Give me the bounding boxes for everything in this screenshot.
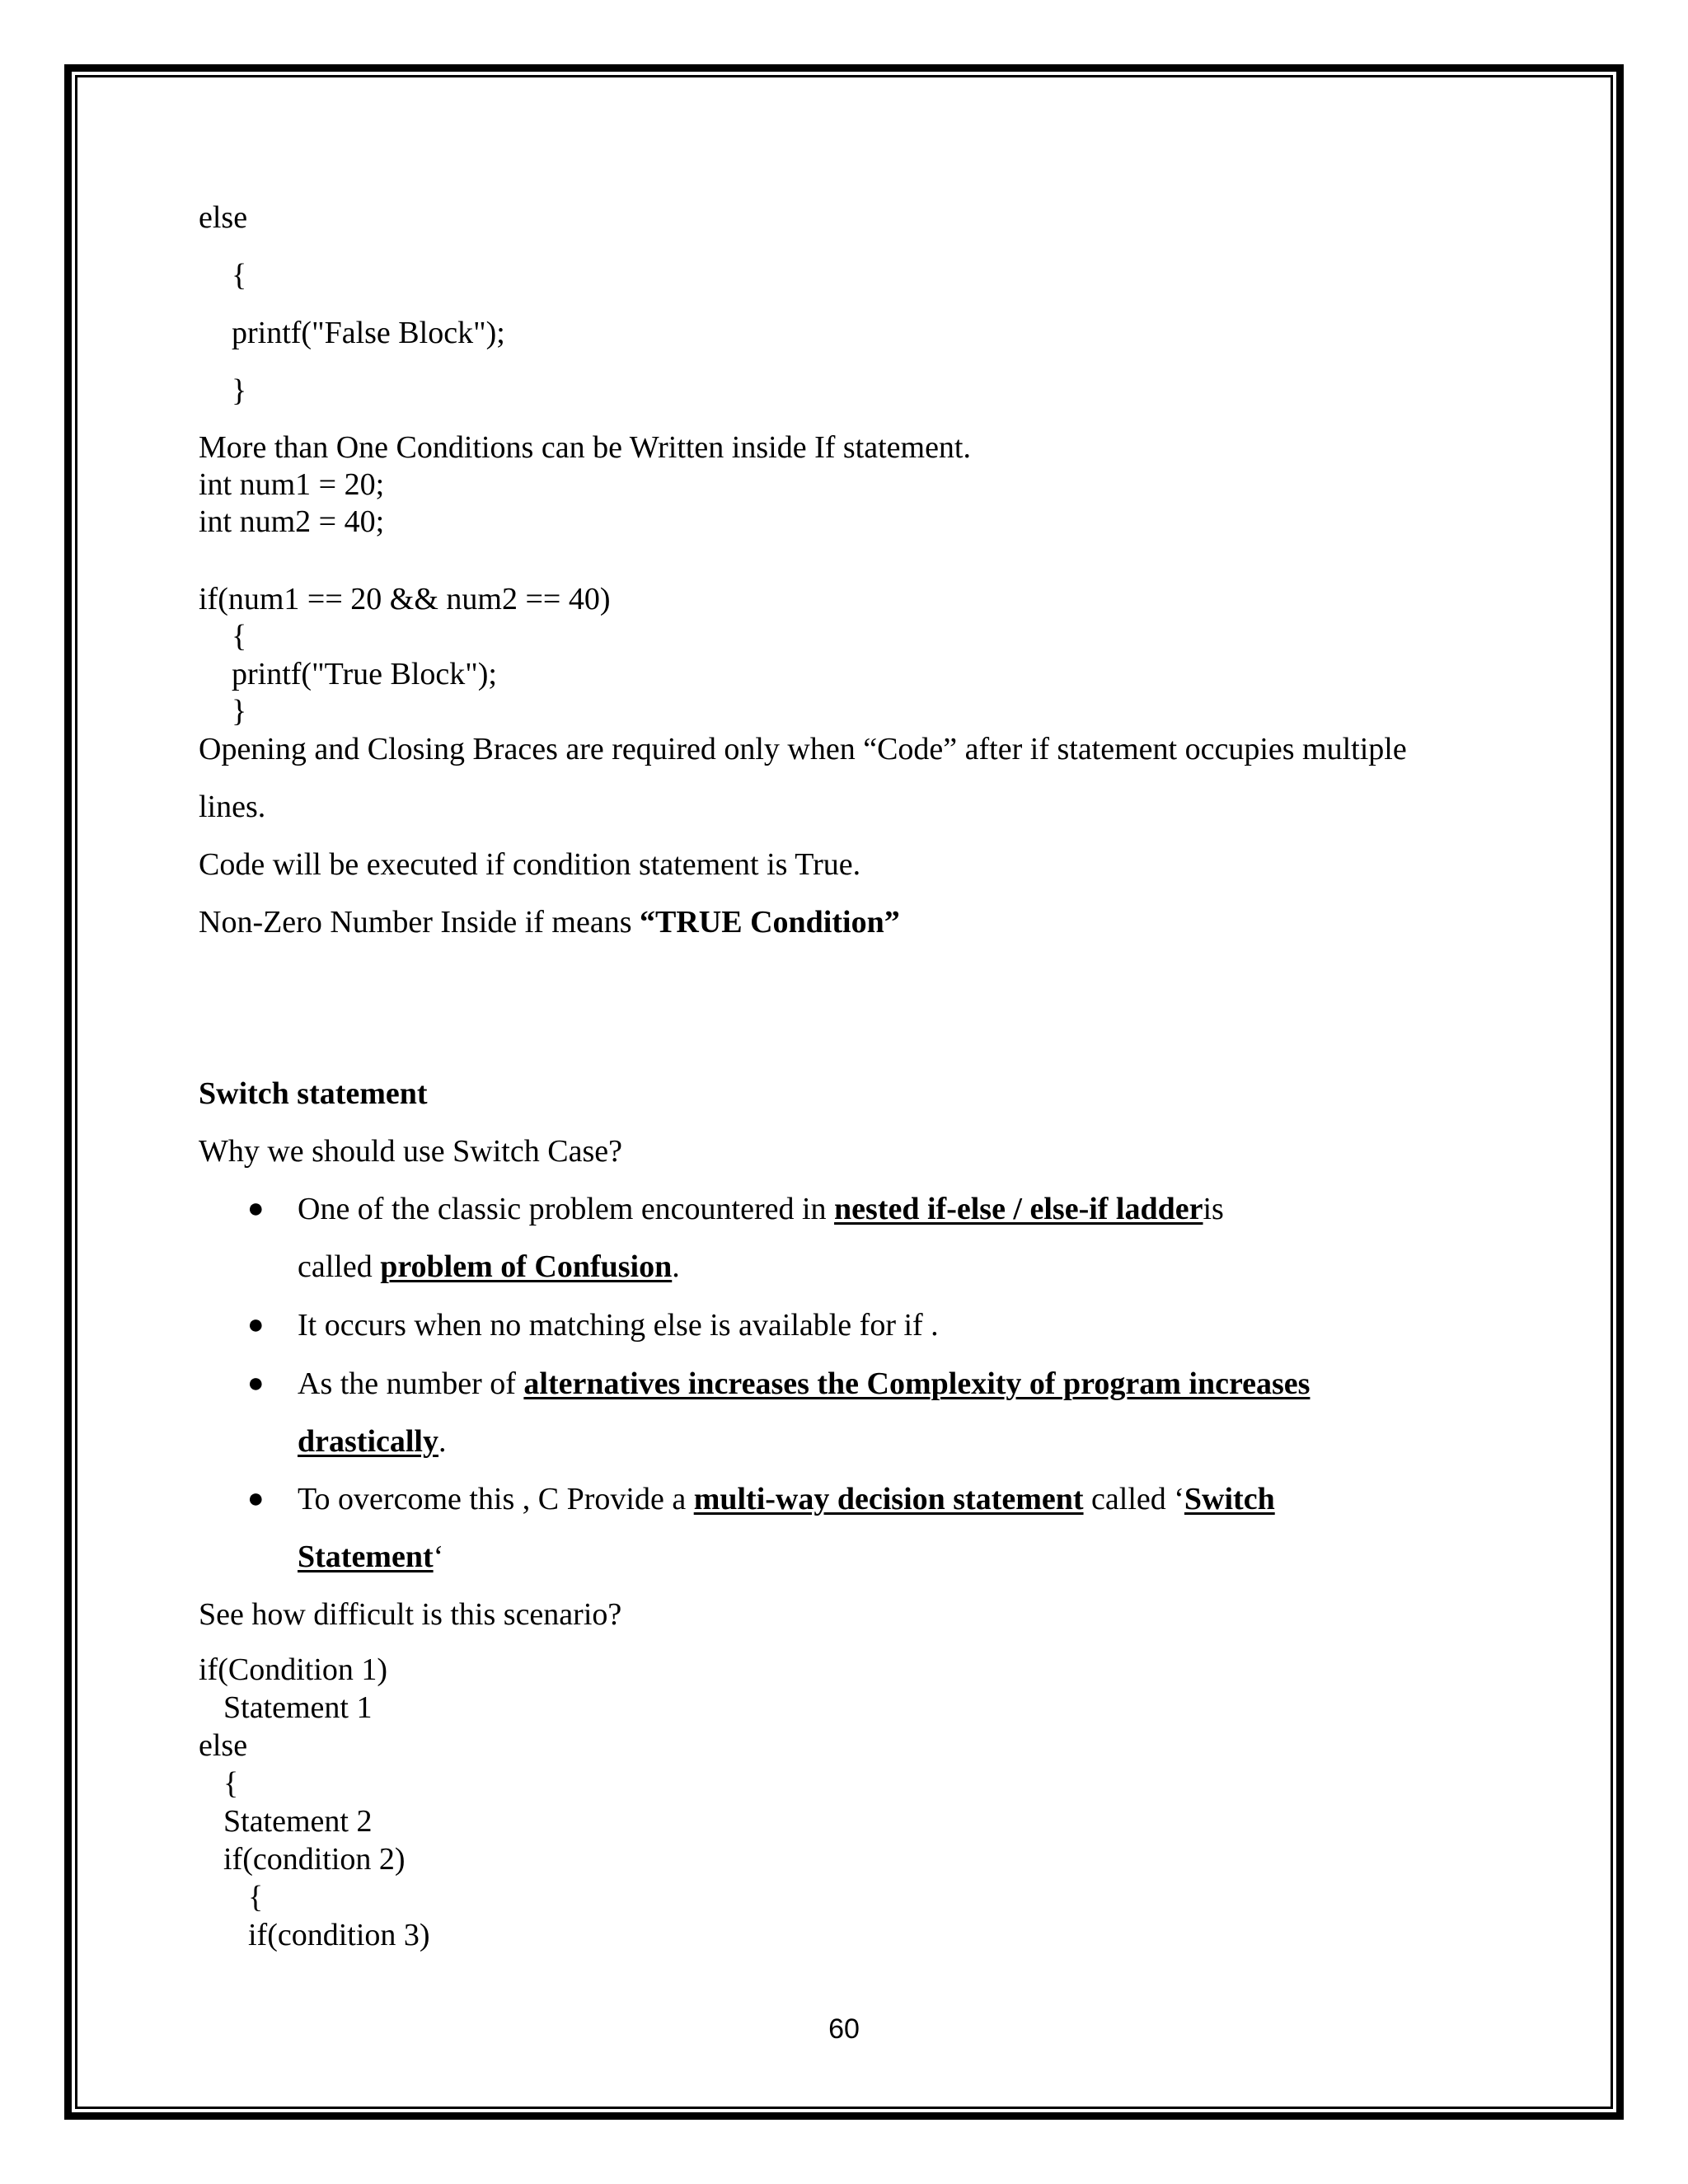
bullet-emphasis: problem of Confusion <box>380 1249 673 1284</box>
code-line: { <box>223 1766 239 1801</box>
page-number: 60 <box>828 2013 860 2045</box>
code-line: } <box>232 373 247 408</box>
bullet-item-2: It occurs when no matching else is available for if . <box>298 1308 939 1343</box>
bullet-item-3 <box>298 1366 1310 1402</box>
bullet-emphasis: drastically <box>298 1424 438 1459</box>
paragraph-conditions: More than One Conditions can be Written inside If statement. <box>199 430 971 465</box>
bullet-item-1 <box>298 1191 1224 1227</box>
bullet-text: As the number of <box>298 1366 524 1401</box>
paragraph-difficult: See how difficult is this scenario? <box>199 1597 622 1632</box>
bullet-dot: ● <box>247 1483 265 1514</box>
paragraph-question: Why we should use Switch Case? <box>199 1134 622 1169</box>
code-line: if(Condition 1) <box>199 1652 388 1687</box>
code-line: else <box>199 200 248 235</box>
code-line: if(condition 2) <box>223 1842 406 1877</box>
bullet-item-1-cont <box>298 1249 680 1285</box>
code-line: { <box>232 258 247 293</box>
bullet-item-4 <box>298 1481 1275 1517</box>
bullet-dot: ● <box>247 1368 265 1399</box>
bullet-text: called ‘ <box>1083 1482 1184 1516</box>
code-line: Statement 1 <box>223 1690 373 1725</box>
code-line: { <box>232 619 247 654</box>
bullet-emphasis: multi-way decision statement <box>693 1482 1084 1516</box>
nonzero-prefix: Non-Zero Number Inside if means <box>199 905 640 940</box>
bullet-text: ‘ <box>433 1540 444 1574</box>
bullet-item-4-cont <box>298 1539 443 1575</box>
bullet-dot: ● <box>247 1193 265 1224</box>
code-line: Statement 2 <box>223 1804 373 1839</box>
bullet-text: One of the classic problem encountered in <box>298 1192 835 1226</box>
code-line: if(num1 == 20 && num2 == 40) <box>199 582 611 616</box>
code-line: int num2 = 40; <box>199 504 385 539</box>
bullet-emphasis: alternatives increases the Complexity of program increases <box>523 1366 1311 1401</box>
code-line: { <box>248 1880 264 1915</box>
paragraph-nonzero <box>199 904 900 940</box>
section-heading: Switch statement <box>199 1076 428 1111</box>
bullet-emphasis: Statement <box>298 1540 434 1574</box>
code-line: } <box>232 694 247 729</box>
bullet-text: To overcome this , C Provide a <box>298 1482 694 1516</box>
code-line: else <box>199 1728 248 1763</box>
code-line: int num1 = 20; <box>199 467 385 502</box>
bullet-text: . <box>438 1424 447 1459</box>
bullet-text: is <box>1203 1192 1224 1226</box>
bullet-text: called <box>298 1249 381 1284</box>
bullet-item-3-cont <box>298 1423 446 1460</box>
bullet-emphasis: nested if-else / else-if ladder <box>834 1192 1203 1226</box>
bullet-dot: ● <box>247 1310 265 1340</box>
code-line: if(condition 3) <box>248 1918 430 1952</box>
paragraph-braces: Opening and Closing Braces are required only when “Code” after if statement occupies multiple <box>199 732 1407 766</box>
bullet-emphasis: Switch <box>1184 1482 1275 1516</box>
code-line: printf("True Block"); <box>232 657 497 691</box>
bullet-text: . <box>672 1249 680 1284</box>
paragraph-braces-cont: lines. <box>199 790 266 824</box>
nonzero-bold: “TRUE Condition” <box>640 905 900 940</box>
code-line: printf("False Block"); <box>232 316 505 350</box>
paragraph-executed: Code will be executed if condition statement is True. <box>199 847 861 882</box>
